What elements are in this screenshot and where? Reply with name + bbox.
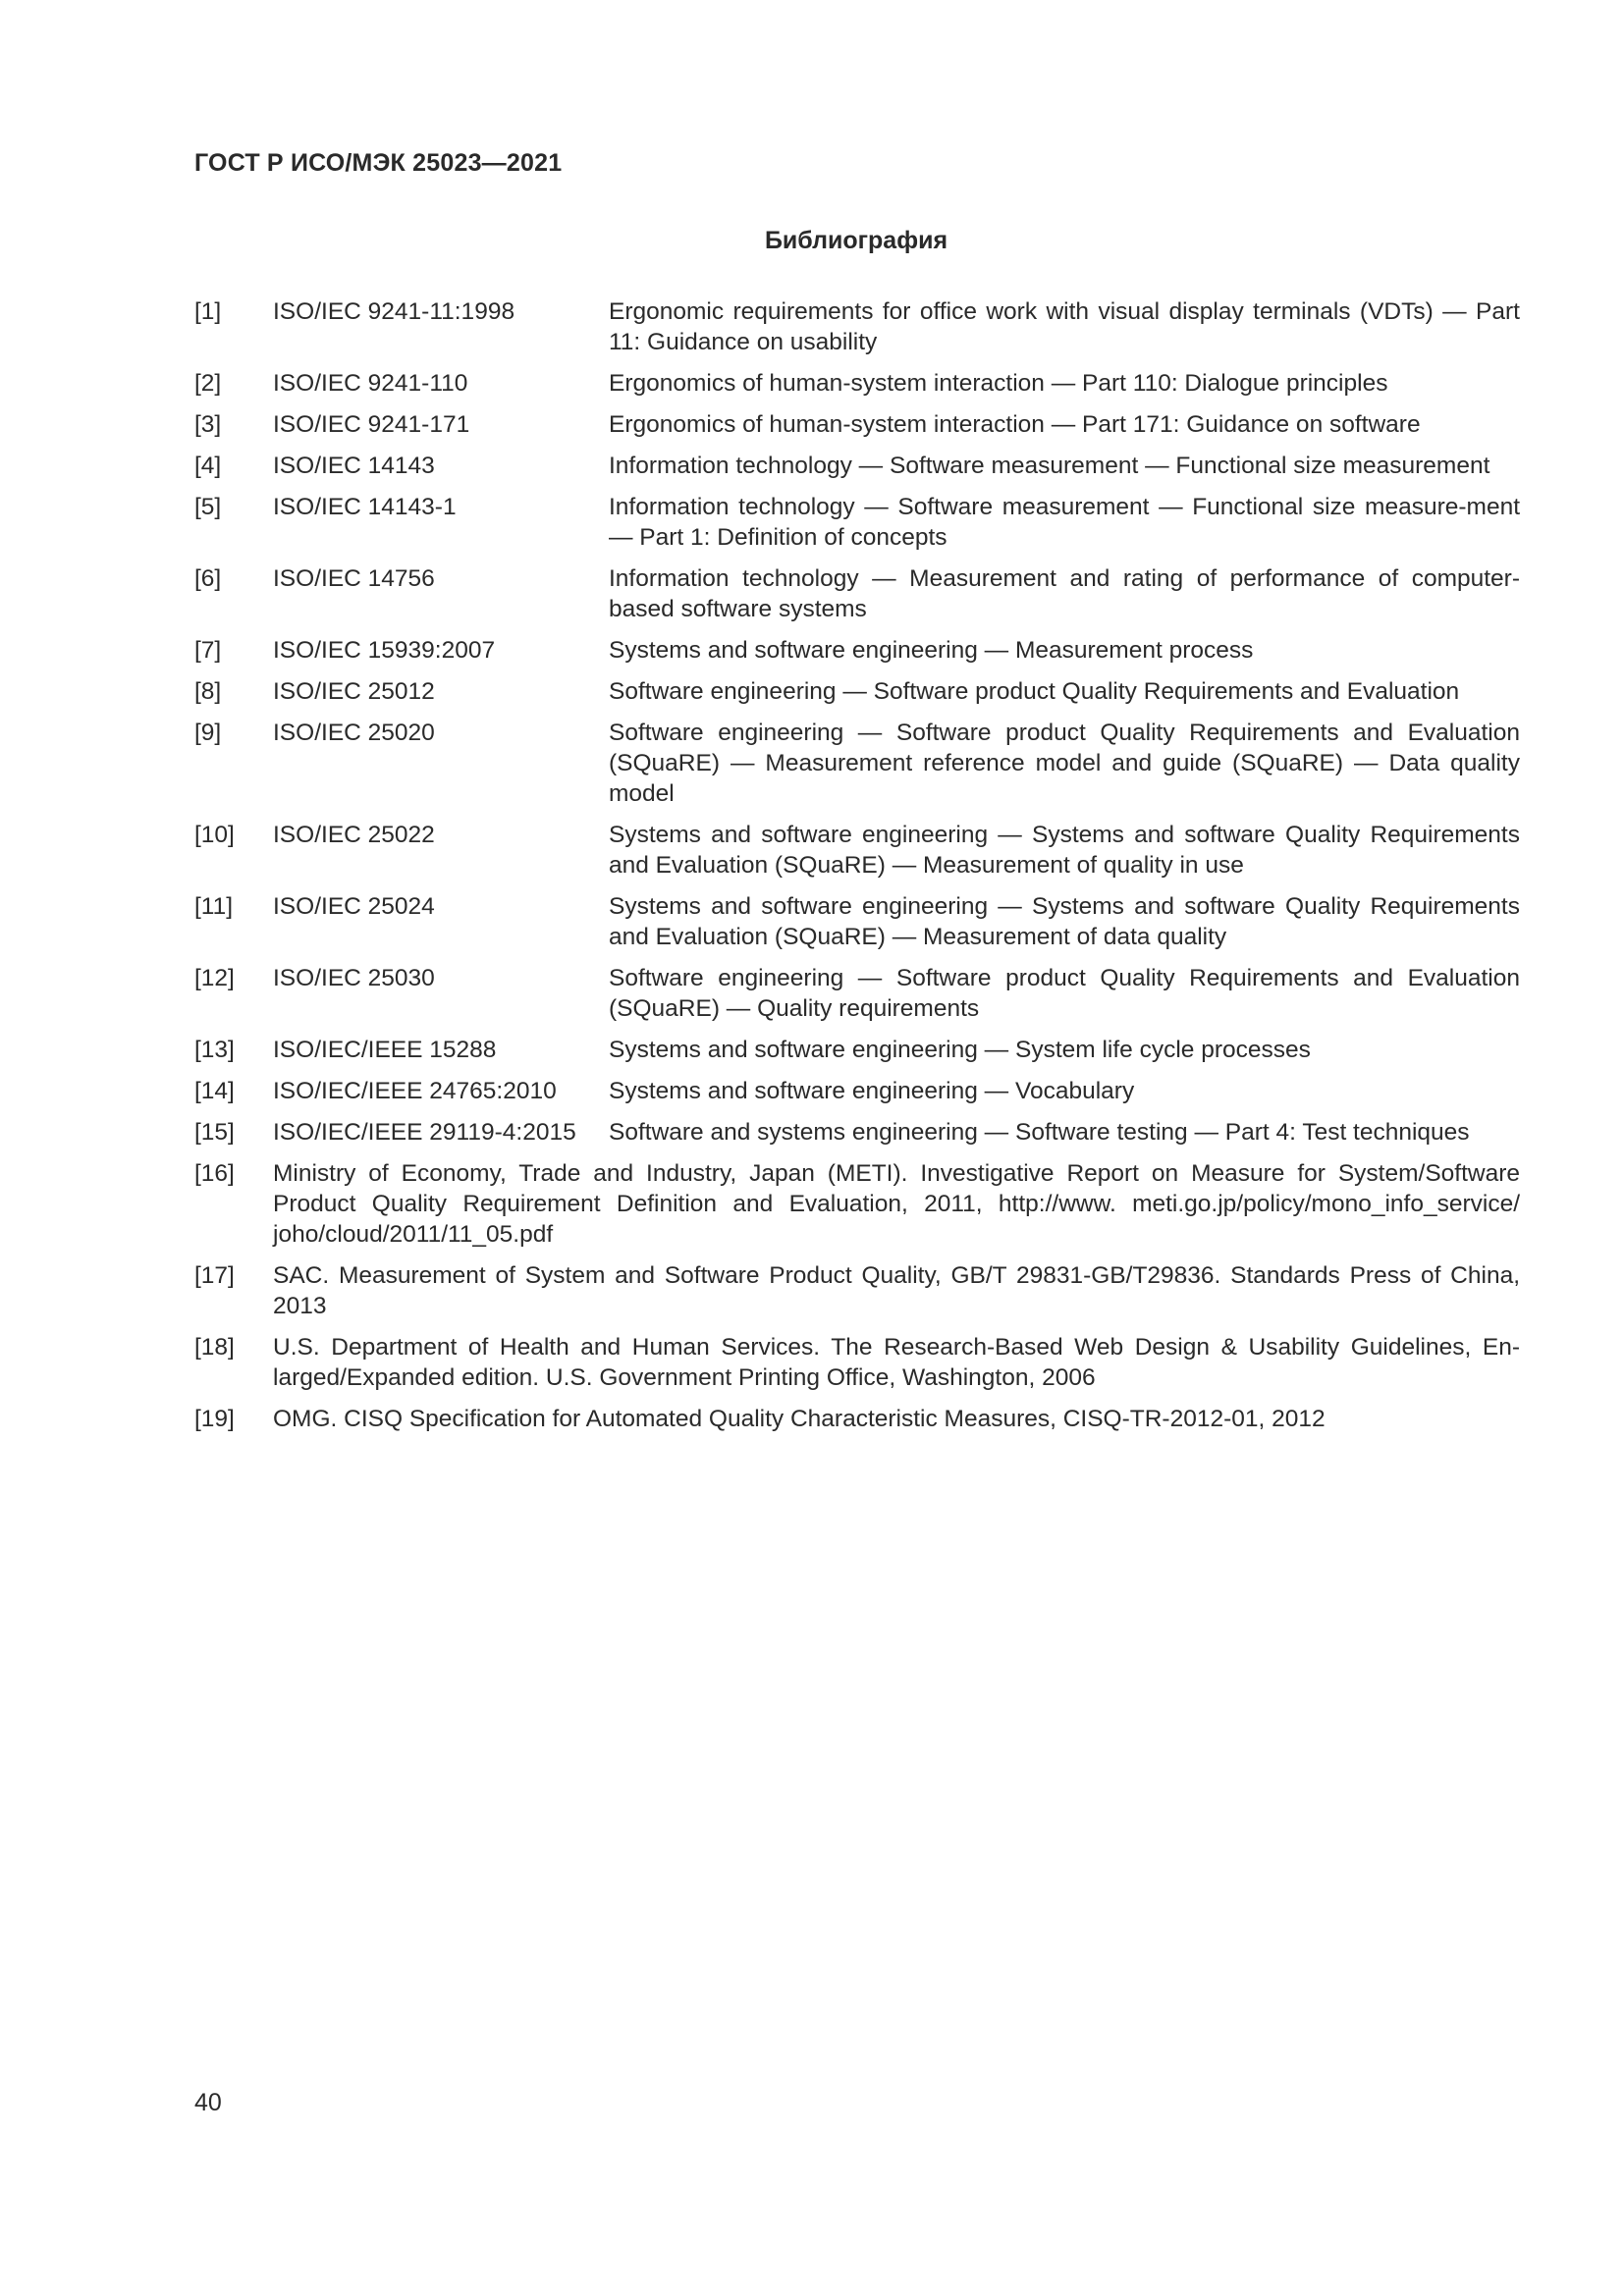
entry-title: Information technology — Software measurement — Functional size measure-ment — Part 1: Definition of concepts [609, 494, 1520, 551]
entry-standard-code: ISO/IEC 25030 [273, 965, 435, 991]
entry-standard-code: ISO/IEC 9241-110 [273, 370, 468, 397]
entry-number: [17] [194, 1262, 235, 1289]
bibliography-entry [194, 676, 1520, 707]
entry-title: Software engineering — Software product Quality Requirements and Evaluation (SQuaRE) — Measurement reference model and guide (SQuaRE) — Data quality model [609, 720, 1520, 807]
entry-standard-code: ISO/IEC/IEEE 24765:2010 [273, 1078, 557, 1104]
entry-title: Systems and software engineering — Systems and software Quality Requirements and Evaluation (SQuaRE) — Measurement of data quality [609, 893, 1520, 950]
bibliography-entry [194, 1076, 1520, 1106]
bibliography-entry [194, 718, 1520, 809]
entry-title: Ergonomics of human-system interaction — Part 110: Dialogue principles [609, 370, 1388, 397]
entry-title: OMG. CISQ Specification for Automated Quality Characteristic Measures, CISQ-TR-2012-01, 2012 [273, 1406, 1326, 1432]
entry-title: Information technology — Software measurement — Functional size measurement [609, 453, 1490, 479]
bibliography-entry [194, 492, 1520, 553]
entry-number: [9] [194, 720, 222, 746]
entry-number: [19] [194, 1406, 235, 1432]
entry-number: [2] [194, 370, 222, 397]
entry-number: [6] [194, 565, 222, 592]
entry-number: [8] [194, 678, 222, 705]
entry-title: Ministry of Economy, Trade and Industry, Japan (METI). Investigative Report on Measure for System/Software Product Quality Requirement Definition and Evaluation, 2011, http://www. meti.go.jp/policy/mono_info_service/ joho/cloud/2011/11_05.pdf [273, 1160, 1520, 1248]
entry-title: Systems and software engineering — Vocabulary [609, 1078, 1135, 1104]
bibliography-entry [194, 1332, 1520, 1393]
bibliography-entry [194, 563, 1520, 624]
bibliography-list [194, 296, 1520, 1445]
entry-number: [11] [194, 893, 234, 920]
entry-standard-code: ISO/IEC 25020 [273, 720, 435, 746]
entry-title: Software engineering — Software product Quality Requirements and Evaluation (SQuaRE) — Quality requirements [609, 965, 1520, 1022]
bibliography-entry [194, 409, 1520, 440]
bibliography-entry [194, 1404, 1520, 1434]
bibliography-entry [194, 1117, 1520, 1148]
entry-title: Ergonomics of human-system interaction — Part 171: Guidance on software [609, 411, 1421, 438]
bibliography-entry [194, 1158, 1520, 1250]
bibliography-entry [194, 1260, 1520, 1321]
entry-number: [18] [194, 1334, 235, 1361]
bibliography-entry [194, 635, 1520, 666]
entry-number: [5] [194, 494, 222, 520]
entry-standard-code: ISO/IEC 9241-171 [273, 411, 470, 438]
bibliography-entry [194, 296, 1520, 357]
entry-standard-code: ISO/IEC 14756 [273, 565, 435, 592]
bibliography-entry [194, 963, 1520, 1024]
entry-number: [12] [194, 965, 235, 991]
entry-standard-code: ISO/IEC 15939:2007 [273, 637, 496, 664]
entry-standard-code: ISO/IEC/IEEE 15288 [273, 1037, 497, 1063]
entry-title: Software engineering — Software product Quality Requirements and Evaluation [609, 678, 1460, 705]
entry-number: [16] [194, 1160, 235, 1187]
document-header: ГОСТ Р ИСО/МЭК 25023—2021 [194, 149, 563, 177]
entry-title: Systems and software engineering — System life cycle processes [609, 1037, 1311, 1063]
bibliography-entry [194, 451, 1520, 481]
entry-title: Systems and software engineering — Systems and software Quality Requirements and Evaluation (SQuaRE) — Measurement of quality in use [609, 822, 1520, 879]
entry-standard-code: ISO/IEC 25012 [273, 678, 435, 705]
bibliography-entry [194, 1035, 1520, 1065]
entry-number: [4] [194, 453, 222, 479]
page-number: 40 [194, 2089, 222, 2116]
entry-number: [10] [194, 822, 235, 848]
entry-number: [15] [194, 1119, 235, 1146]
bibliography-entry [194, 820, 1520, 881]
entry-number: [7] [194, 637, 222, 664]
entry-number: [3] [194, 411, 222, 438]
entry-standard-code: ISO/IEC 14143-1 [273, 494, 457, 520]
entry-standard-code: ISO/IEC 25024 [273, 893, 435, 920]
entry-standard-code: ISO/IEC 14143 [273, 453, 435, 479]
section-title: Библиография [764, 227, 948, 254]
entry-title: Information technology — Measurement and rating of performance of computer-based software systems [609, 565, 1520, 622]
entry-standard-code: ISO/IEC 9241-11:1998 [273, 298, 515, 325]
entry-number: [13] [194, 1037, 235, 1063]
entry-title: U.S. Department of Health and Human Services. The Research-Based Web Design & Usability Guidelines, En-larged/Expanded edition. U.S. Government Printing Office, Washington, 2006 [273, 1334, 1520, 1391]
entry-title: Software and systems engineering — Software testing — Part 4: Test techniques [609, 1119, 1470, 1146]
entry-number: [1] [194, 298, 222, 325]
bibliography-entry [194, 891, 1520, 952]
entry-standard-code: ISO/IEC/IEEE 29119-4:2015 [273, 1119, 576, 1146]
bibliography-entry [194, 368, 1520, 399]
entry-title: Ergonomic requirements for office work with visual display terminals (VDTs) — Part 11: Guidance on usability [609, 298, 1520, 355]
entry-number: [14] [194, 1078, 235, 1104]
entry-title: Systems and software engineering — Measurement process [609, 637, 1254, 664]
entry-title: SAC. Measurement of System and Software Product Quality, GB/T 29831-GB/T29836. Standards Press of China, 2013 [273, 1262, 1520, 1319]
entry-standard-code: ISO/IEC 25022 [273, 822, 435, 848]
